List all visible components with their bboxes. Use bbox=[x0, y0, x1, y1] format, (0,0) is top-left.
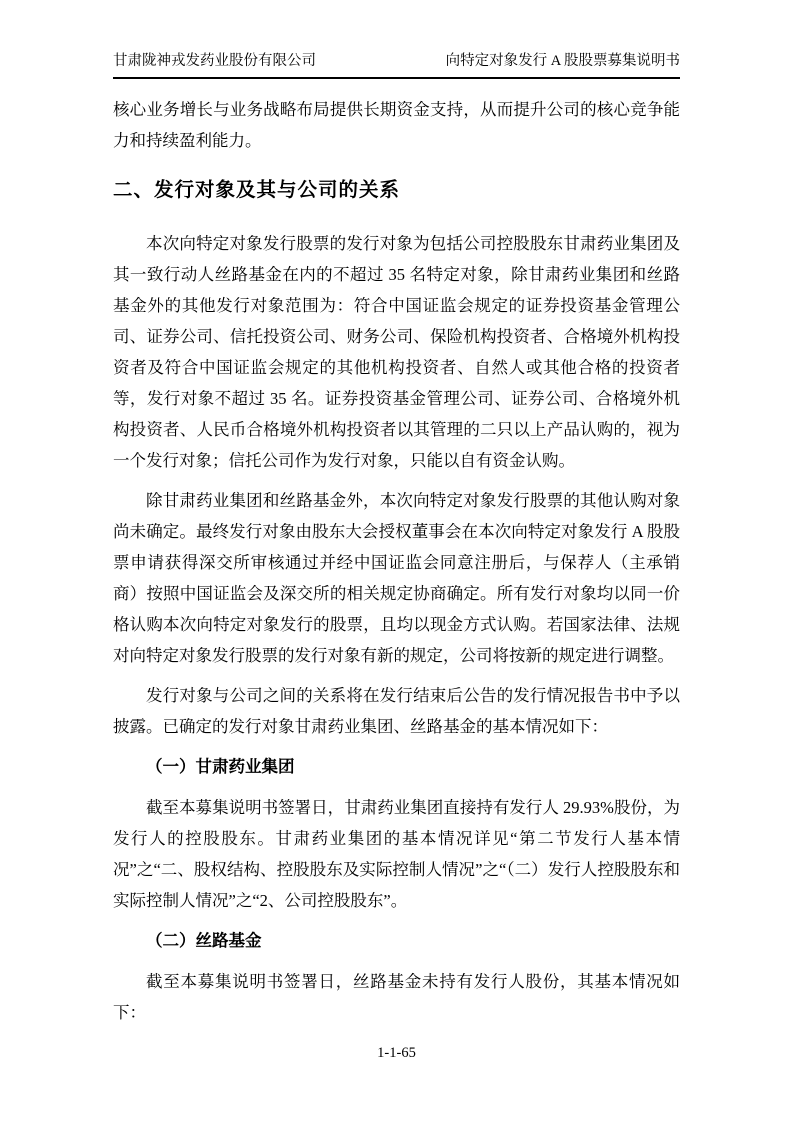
paragraph: 截至本募集说明书签署日，丝路基金未持有发行人股份，其基本情况如下： bbox=[113, 972, 680, 1022]
header-document-title: 向特定对象发行 A 股股票募集说明书 bbox=[445, 53, 680, 69]
page-footer bbox=[0, 1044, 793, 1062]
section-heading: 二、发行对象及其与公司的关系 bbox=[113, 179, 401, 201]
subsection-heading-silk-road-fund: （二）丝路基金 bbox=[146, 932, 262, 950]
paragraph-continuation: 核心业务增长与业务战略布局提供长期资金支持，从而提升公司的核心竞争能力和持续盈利能力。 bbox=[113, 100, 680, 150]
paragraph: 本次向特定对象发行股票的发行对象为包括公司控股股东甘肃药业集团及其一致行动人丝路基金在内的不超过 35 名特定对象，除甘肃药业集团和丝路基金外的其他发行对象范围为：符合中国证监会规定的证券投资基金管理公司、证券公司、信托投资公司、财务公司、保险机构投资者、合格境外机构投资者及符合中国证监会规定的其他机构投资者、自然人或其他合格的投资者等，发行对象不超过 35 名。证券投资基金管理公司、证券公司、合格境外机构投资者、人民币合格境外机构投资者以其管理的二只以上产品认购的，视为一个发行对象；信托公司作为发行对象，只能以自有资金认购。 bbox=[113, 234, 680, 470]
document-content bbox=[113, 94, 680, 1037]
paragraph: 截至本募集说明书签署日，甘肃药业集团直接持有发行人 29.93%股份，为发行人的控股股东。甘肃药业集团的基本情况详见“第二节发行人基本情况”之“二、股权结构、控股股东及实际控制人情况”之“（二）发行人控股股东和实际控制人情况”之“2、公司控股股东”。 bbox=[113, 798, 680, 910]
header-company-name: 甘肃陇神戎发药业股份有限公司 bbox=[113, 53, 316, 69]
page-number: 1-1-65 bbox=[377, 1045, 416, 1061]
paragraph: 除甘肃药业集团和丝路基金外，本次向特定对象发行股票的其他认购对象尚未确定。最终发行对象由股东大会授权董事会在本次向特定对象发行 A 股股票申请获得深交所审核通过并经中国证监会同意注册后，与保荐人（主承销商）按照中国证监会及深交所的相关规定协商确定。所有发行对象均以同一价格认购本次向特定对象发行的股票，且均以现金方式认购。若国家法律、法规对向特定对象发行股票的发行对象有新的规定，公司将按新的规定进行调整。 bbox=[113, 491, 680, 665]
paragraph: 发行对象与公司之间的关系将在发行结束后公告的发行情况报告书中予以披露。已确定的发行对象甘肃药业集团、丝路基金的基本情况如下： bbox=[113, 686, 680, 736]
subsection-heading-gansu-pharma-group: （一）甘肃药业集团 bbox=[146, 758, 295, 776]
page-header bbox=[113, 52, 680, 79]
